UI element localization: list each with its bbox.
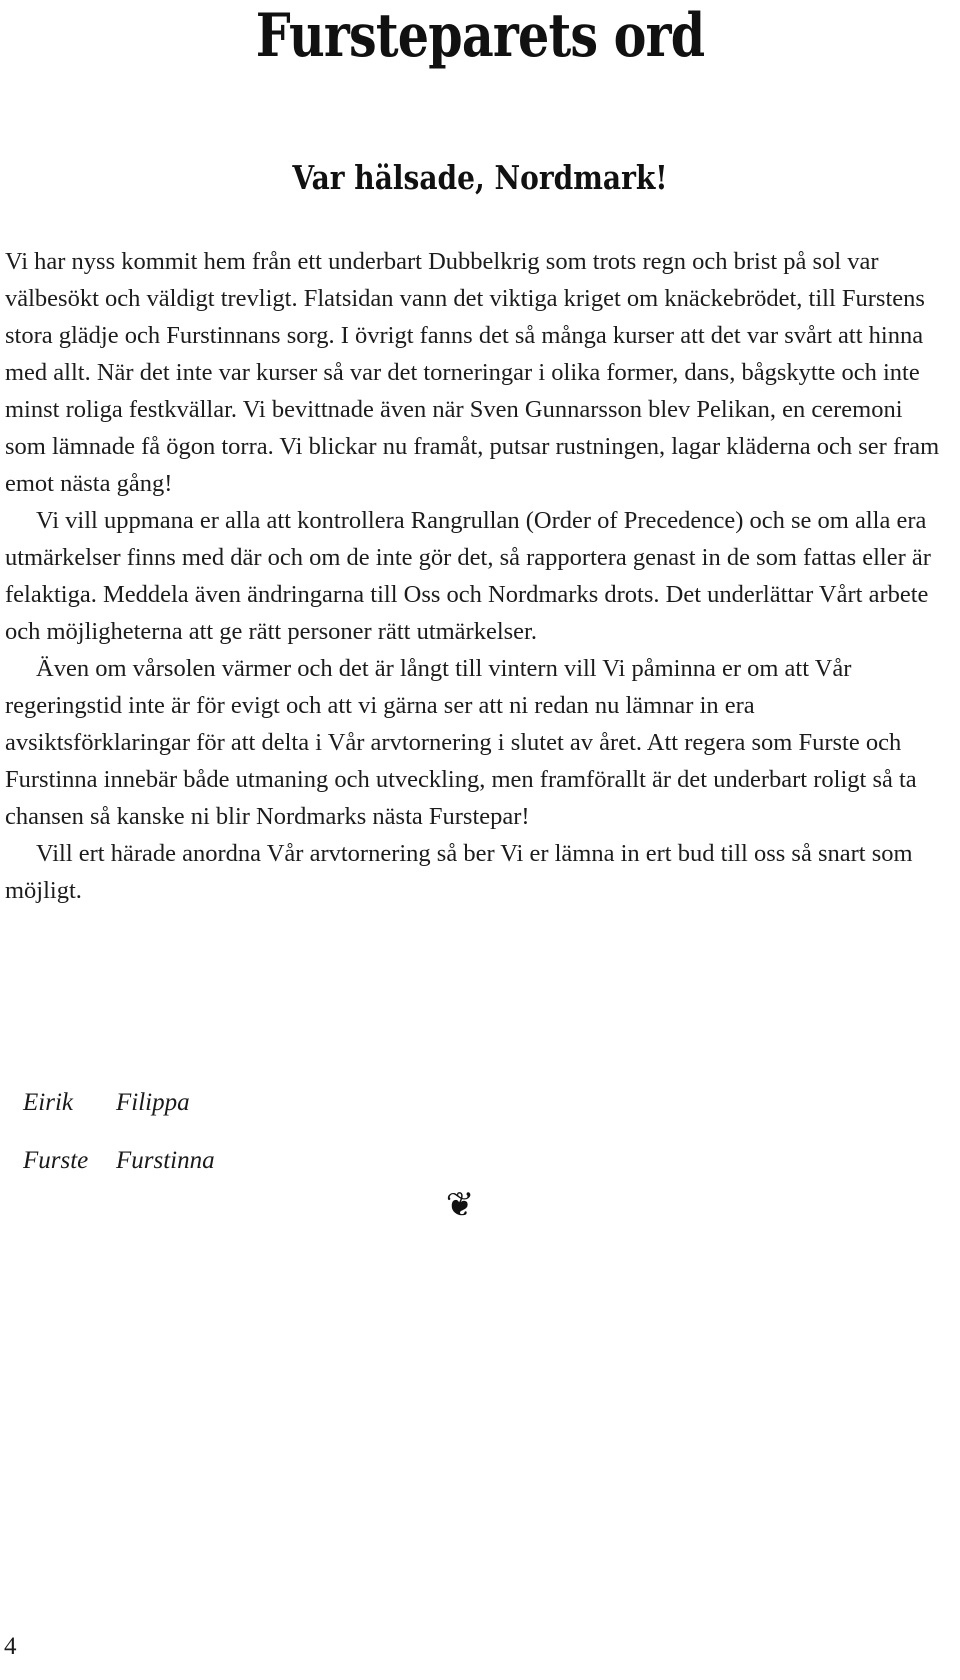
signature-name-prince: Eirik (23, 1089, 73, 1116)
signature-name-princess: Filippa (116, 1089, 190, 1116)
signature-names-row (23, 1074, 215, 1132)
paragraph: Vi vill uppmana er alla att kontrollera Rangrullan (Order of Precedence) och se om alla era utmärkelser finns med där och om de inte gör det, så rapportera genast in de som fattas eller är felaktiga. Meddela även ändringarna till Oss och Nordmarks drots. Det underlättar Vårt arbete och möjligheterna att ge rätt personer rätt utmärkelser. (5, 507, 931, 645)
floral-heart-icon: ❦ (445, 1187, 475, 1224)
paragraph: Vi har nyss kommit hem från ett underbart Dubbelkrig som trots regn och brist på sol var välbesökt och väldigt trevligt. Flatsidan vann det viktiga kriget om knäckebrödet, till Furstens stora glädje och Furstinnans sorg. I övrigt fanns det så många kurser att det var svårt att hinna med allt. När det inte var kurser så var det torneringar i olika former, dans, bågskytte och inte minst roliga festkvällar. Vi bevittnade även när Sven Gunnarsson blev Pelikan, en ceremoni som lämnade få ögon torra. Vi blickar nu framåt, putsar rustningen, lagar kläderna och ser fram emot nästa gång! (5, 248, 940, 497)
signature-roles-row (23, 1132, 215, 1190)
signature-role-prince: Furste (23, 1147, 89, 1174)
greeting-heading: Var hälsade, Nordmark! (292, 158, 668, 197)
letter-body (5, 243, 943, 909)
signature-block (23, 1074, 215, 1190)
paragraph: Även om vårsolen värmer och det är långt till vintern vill Vi påminna er om att Vår regeringstid inte är för evigt och att vi gärna ser att ni redan nu lämnar in era avsiktsförklaringar för att delta i Vår arvtornering i slutet av året. Att regera som Furste och Furstinna innebär både utmaning och utveckling, men framförallt är det underbart roligt så ta chansen så kanske ni blir Nordmarks nästa Furstepar! (5, 655, 917, 830)
page-number: 4 (4, 1633, 17, 1660)
page-title: Fursteparets ord (255, 1, 705, 71)
paragraph: Vill ert härade anordna Vår arvtornering så ber Vi er lämna in ert bud till oss så snart som möjligt. (5, 840, 913, 904)
signature-role-princess: Furstinna (116, 1147, 215, 1174)
